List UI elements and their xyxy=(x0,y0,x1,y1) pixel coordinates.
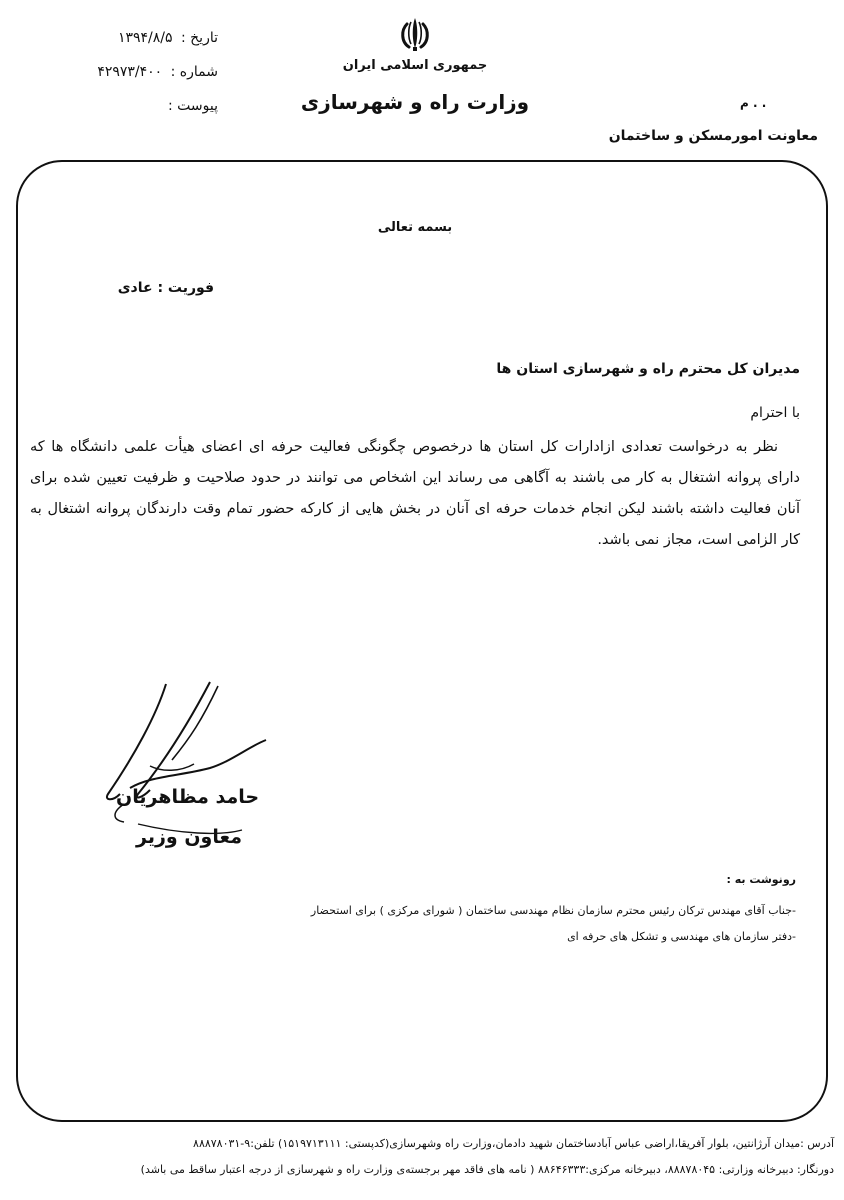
date-row xyxy=(66,30,218,46)
cc-item: -جناب آقای مهندس ترکان رئیس محترم سازمان نظام مهندسی ساختمان ( شورای مرکزی ) برای استحضار xyxy=(310,904,796,917)
footer-fax: دورنگار: دبیرخانه وزارتی: ۸۸۸۷۸۰۴۵، دبیرخانه مرکزی:۸۸۶۴۶۳۳۳ ( نامه های فاقد مهر برجسته‌ی وزارت راه و شهرسازی از درجه اعتبار ساقط می باشد) xyxy=(140,1163,834,1176)
date-value: ۱۳۹۴/۸/۵ xyxy=(117,30,173,46)
letter-body-paragraph: نظر به درخواست تعدادی ازادارات کل استان ها درخصوص چگونگی فعالیت حرفه ای اعضای هیأت علمی دانشگاه ها که دارای پروانه اشتغال به کار می باشند به آگاهی می رساند این اشخاص می توانند در حدود صلاحیت و ظرفیت تعیین شده برای آنان فعالیت داشته باشند لیکن انجام خدمات حرفه ای آنان در بخش هایی از کارکه حضور تمام وقت دارندگان پروانه اشتغال به کار الزامی است، مجاز نمی باشد. xyxy=(30,439,800,548)
header-dots: م . . xyxy=(740,96,767,110)
priority-row xyxy=(118,280,214,296)
cc-list xyxy=(311,898,796,950)
signer-name: حامد مظاهریان xyxy=(116,786,260,808)
salutation: با احترام xyxy=(750,405,800,421)
priority-label: فوریت : xyxy=(157,280,214,296)
signer-title: معاون وزیر xyxy=(136,826,242,848)
priority-value: عادی xyxy=(117,280,153,296)
letter-frame xyxy=(16,160,828,1122)
date-label: تاریخ : xyxy=(180,30,218,46)
number-label: شماره : xyxy=(170,64,218,80)
attachment-row xyxy=(66,98,218,114)
iran-emblem-icon xyxy=(395,14,435,54)
recipient: مدیران کل محترم راه و شهرسازی استان ها xyxy=(496,361,800,377)
letter-body xyxy=(30,432,800,556)
deputy-title: معاونت امورمسکن و ساختمان xyxy=(608,128,818,144)
cc-heading: رونوشت به : xyxy=(726,873,796,886)
footer-address: آدرس :میدان آرژانتین، بلوار آفریقا،اراضی عباس آبادساختمان شهید دادمان،وزارت راه وشهرسازی(کدپستی: ۱۵۱۹۷۱۳۱۱۱) تلفن:۹-۸۸۸۷۸۰۳۱ xyxy=(193,1137,834,1150)
handwritten-signature xyxy=(90,676,280,846)
republic-title: جمهوری اسلامی ایران xyxy=(342,58,488,73)
number-value: ۴۲۹۷۳/۴۰۰ xyxy=(97,64,163,80)
number-row xyxy=(66,64,218,80)
attachment-label: پیوست : xyxy=(168,98,218,114)
basmala: بسمه تعالی xyxy=(377,220,453,235)
ministry-title: وزارت راه و شهرسازی xyxy=(300,90,530,114)
cc-item: -دفتر سازمان های مهندسی و تشکل های حرفه ای xyxy=(567,930,796,943)
